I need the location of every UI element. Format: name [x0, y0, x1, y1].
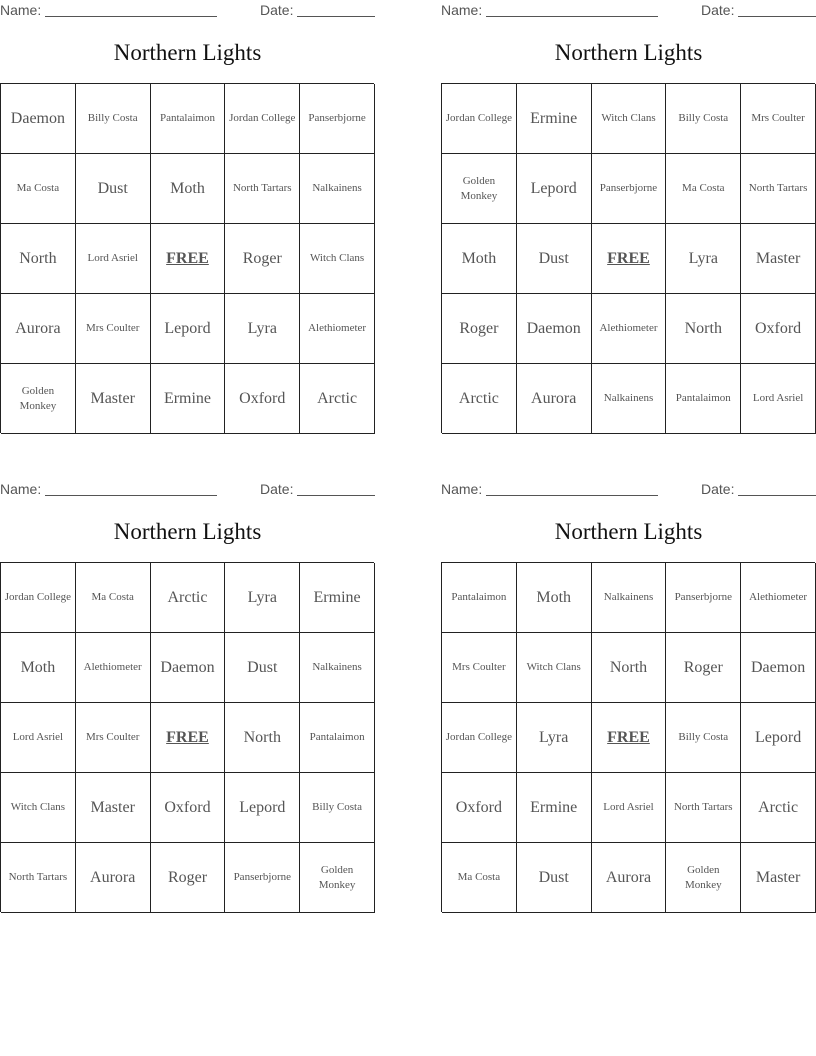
bingo-cell: North Tartars	[741, 154, 816, 224]
bingo-cell: Arctic	[300, 364, 375, 434]
bingo-cell: Daemon	[741, 633, 816, 703]
bingo-cell: Jordan College	[225, 84, 300, 154]
bingo-cell: Roger	[151, 843, 226, 913]
bingo-cell: Master	[76, 364, 151, 434]
bingo-cell: Dust	[517, 224, 592, 294]
name-blank-line	[45, 495, 217, 496]
bingo-cell: Lepord	[151, 294, 226, 364]
name-blank-line	[486, 16, 658, 17]
bingo-cell: Witch Clans	[517, 633, 592, 703]
bingo-cell: Nalkainens	[300, 633, 375, 703]
free-space: FREE	[592, 224, 667, 294]
bingo-cell: Lord Asriel	[741, 364, 816, 434]
bingo-grid	[0, 83, 374, 433]
bingo-cell: Pantalaimon	[300, 703, 375, 773]
bingo-cell: North	[225, 703, 300, 773]
bingo-cell: Pantalaimon	[442, 563, 517, 633]
bingo-cell: North Tartars	[1, 843, 76, 913]
bingo-cell: Alethiometer	[592, 294, 667, 364]
bingo-cell: Lyra	[225, 294, 300, 364]
bingo-cell: Billy Costa	[666, 703, 741, 773]
bingo-cell: Mrs Coulter	[741, 84, 816, 154]
bingo-cell: North	[666, 294, 741, 364]
bingo-cell: Lord Asriel	[1, 703, 76, 773]
name-label: Name:	[0, 2, 42, 18]
bingo-cell: Lord Asriel	[76, 224, 151, 294]
bingo-card	[0, 0, 375, 440]
name-label: Name:	[441, 481, 483, 497]
bingo-cell: Daemon	[517, 294, 592, 364]
bingo-cell: Panserbjorne	[225, 843, 300, 913]
bingo-cell: Golden Monkey	[442, 154, 517, 224]
bingo-cell: Witch Clans	[1, 773, 76, 843]
date-label: Date:	[260, 481, 294, 497]
bingo-cell: Lyra	[517, 703, 592, 773]
bingo-cell: Lepord	[517, 154, 592, 224]
bingo-cell: Billy Costa	[300, 773, 375, 843]
bingo-cell: Master	[76, 773, 151, 843]
bingo-cell: North	[592, 633, 667, 703]
bingo-cell: Roger	[666, 633, 741, 703]
bingo-cell: Lord Asriel	[592, 773, 667, 843]
bingo-cell: Mrs Coulter	[76, 294, 151, 364]
free-space: FREE	[592, 703, 667, 773]
name-label: Name:	[0, 481, 42, 497]
name-date-header	[0, 481, 375, 499]
bingo-card	[441, 479, 816, 919]
bingo-grid	[441, 83, 815, 433]
bingo-cell: Oxford	[741, 294, 816, 364]
bingo-cell: Golden Monkey	[300, 843, 375, 913]
bingo-cell: Lyra	[225, 563, 300, 633]
date-label: Date:	[701, 481, 735, 497]
bingo-cell: Panserbjorne	[666, 563, 741, 633]
bingo-cell: Witch Clans	[300, 224, 375, 294]
bingo-cell: Moth	[151, 154, 226, 224]
bingo-cell: Pantalaimon	[666, 364, 741, 434]
bingo-cell: Jordan College	[442, 703, 517, 773]
bingo-cell: Lyra	[666, 224, 741, 294]
name-date-header	[0, 2, 375, 20]
bingo-cell: Aurora	[517, 364, 592, 434]
bingo-cell: Jordan College	[442, 84, 517, 154]
bingo-cell: Ma Costa	[76, 563, 151, 633]
name-blank-line	[45, 16, 217, 17]
bingo-cell: Witch Clans	[592, 84, 667, 154]
bingo-cell: Master	[741, 224, 816, 294]
bingo-cell: Ma Costa	[666, 154, 741, 224]
bingo-cell: Dust	[517, 843, 592, 913]
bingo-cell: Aurora	[592, 843, 667, 913]
bingo-cell: Moth	[517, 563, 592, 633]
bingo-cell: Arctic	[151, 563, 226, 633]
bingo-cell: Alethiometer	[76, 633, 151, 703]
name-date-header	[441, 481, 816, 499]
free-space: FREE	[151, 703, 226, 773]
bingo-cell: Moth	[1, 633, 76, 703]
bingo-cell: Ma Costa	[1, 154, 76, 224]
bingo-cell: Dust	[76, 154, 151, 224]
date-blank-line	[297, 16, 375, 17]
bingo-cell: Oxford	[151, 773, 226, 843]
bingo-cell: Golden Monkey	[1, 364, 76, 434]
bingo-cell: Pantalaimon	[151, 84, 226, 154]
bingo-grid	[441, 562, 815, 912]
bingo-cell: Panserbjorne	[300, 84, 375, 154]
bingo-cell: North Tartars	[666, 773, 741, 843]
bingo-cell: Alethiometer	[300, 294, 375, 364]
date-blank-line	[738, 16, 816, 17]
bingo-cell: Mrs Coulter	[442, 633, 517, 703]
bingo-cell: Panserbjorne	[592, 154, 667, 224]
bingo-grid	[0, 562, 374, 912]
bingo-cell: Ermine	[517, 773, 592, 843]
bingo-cell: Nalkainens	[592, 364, 667, 434]
bingo-cell: Mrs Coulter	[76, 703, 151, 773]
bingo-cell: Golden Monkey	[666, 843, 741, 913]
bingo-cell: Arctic	[741, 773, 816, 843]
bingo-cell: Billy Costa	[666, 84, 741, 154]
bingo-cell: Ma Costa	[442, 843, 517, 913]
bingo-cell: Oxford	[442, 773, 517, 843]
name-date-header	[441, 2, 816, 20]
card-title: Northern Lights	[113, 519, 262, 544]
bingo-cell: Roger	[225, 224, 300, 294]
bingo-cell: Lepord	[741, 703, 816, 773]
bingo-card	[441, 0, 816, 440]
bingo-cell: Aurora	[1, 294, 76, 364]
bingo-cell: Nalkainens	[592, 563, 667, 633]
bingo-cell: Aurora	[76, 843, 151, 913]
card-title: Northern Lights	[554, 519, 703, 544]
date-blank-line	[297, 495, 375, 496]
bingo-cell: Roger	[442, 294, 517, 364]
name-label: Name:	[441, 2, 483, 18]
bingo-cell: Moth	[442, 224, 517, 294]
bingo-cell: Ermine	[151, 364, 226, 434]
bingo-card	[0, 479, 375, 919]
date-blank-line	[738, 495, 816, 496]
bingo-cell: Jordan College	[1, 563, 76, 633]
bingo-cell: North Tartars	[225, 154, 300, 224]
bingo-cell: Daemon	[1, 84, 76, 154]
bingo-cell: Daemon	[151, 633, 226, 703]
name-blank-line	[486, 495, 658, 496]
bingo-cell: Arctic	[442, 364, 517, 434]
bingo-cell: Dust	[225, 633, 300, 703]
bingo-cell: North	[1, 224, 76, 294]
bingo-cell: Master	[741, 843, 816, 913]
bingo-cell: Billy Costa	[76, 84, 151, 154]
date-label: Date:	[260, 2, 294, 18]
card-title: Northern Lights	[554, 40, 703, 65]
bingo-cell: Alethiometer	[741, 563, 816, 633]
date-label: Date:	[701, 2, 735, 18]
bingo-cell: Lepord	[225, 773, 300, 843]
bingo-cell: Ermine	[300, 563, 375, 633]
bingo-cell: Ermine	[517, 84, 592, 154]
free-space: FREE	[151, 224, 226, 294]
bingo-cell: Nalkainens	[300, 154, 375, 224]
bingo-cell: Oxford	[225, 364, 300, 434]
card-title: Northern Lights	[113, 40, 262, 65]
